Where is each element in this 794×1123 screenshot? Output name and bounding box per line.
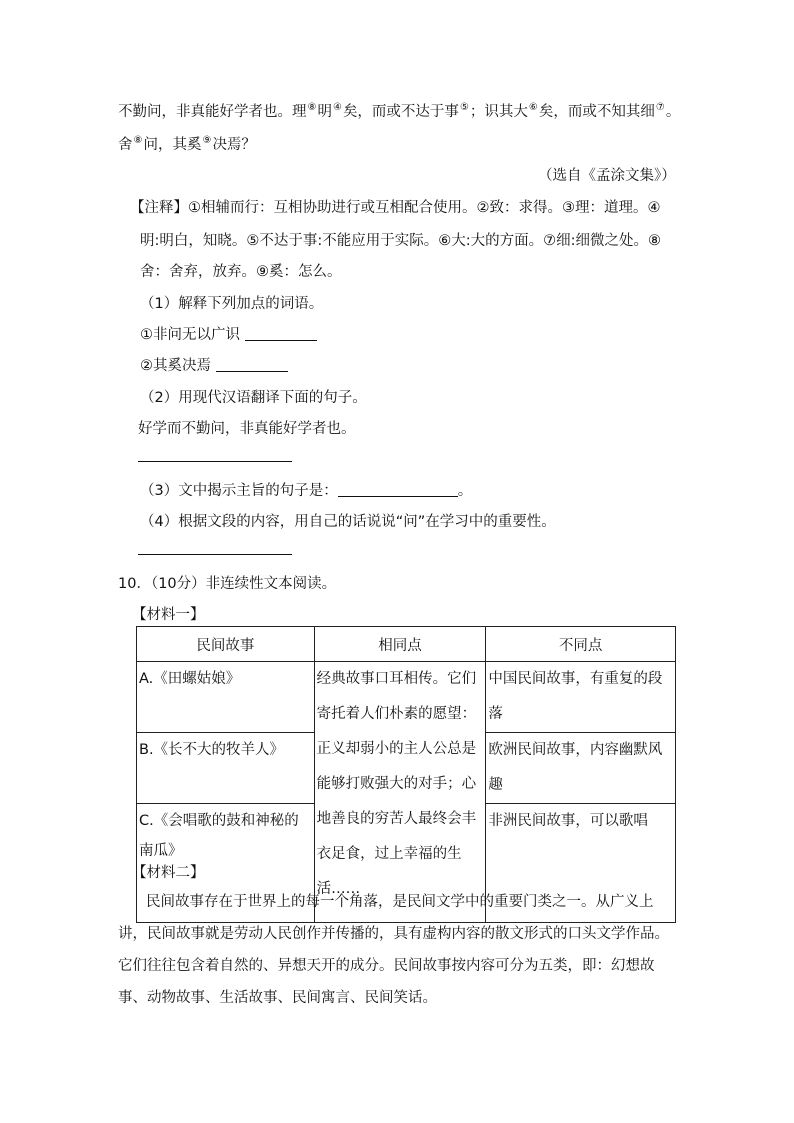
story-cell: C.《会唱歌的鼓和神秘的南瓜》 — [137, 804, 315, 923]
passage-line-1 — [118, 100, 680, 121]
passage-text: 不勤问，非真能好学者也。理 — [118, 104, 307, 120]
notes-line-3: 舍：舍弃，放弃。⑨奚：怎么。 — [140, 264, 342, 280]
answer-blank[interactable] — [216, 357, 288, 372]
passage-text: ；识其大 — [469, 104, 528, 120]
story-cell: B.《长不大的牧羊人》 — [137, 733, 315, 804]
notes-line-1: 【注释】①相辅而行：互相协助进行或互相配合使用。②致：求得。③理：道理。④ — [130, 200, 661, 216]
section-title: 10．（10分）非连续性文本阅读。 — [118, 576, 337, 592]
table-row — [137, 662, 676, 733]
question-4: （4）根据文段的内容，用自己的话说说“问”在学习中的重要性。 — [140, 514, 556, 530]
material-2-text: 民间故事存在于世界上的每一个角落，是民间文学中的重要门类之一。从广义上讲，民间故事就是劳动人民创作并传播的，具有虚构内容的散文形式的口头文学作品。它们往往包含着自然的、异想天开的成分。民间故事按内容可分为五类，即：幻想故事、动物故事、生活故事、民间寓言、民间笑话。 — [118, 894, 669, 1006]
diff-cell: 非洲民间故事，可以歌唱 — [486, 804, 676, 923]
answer-blank[interactable] — [245, 326, 317, 341]
passage-text: 决焉？ — [212, 137, 256, 153]
material-2-label: 【材料二】 — [132, 865, 205, 881]
question-1a — [140, 323, 317, 344]
question-2: （2）用现代汉语翻译下面的句子。 — [140, 390, 367, 406]
answer-line[interactable] — [138, 554, 292, 555]
passage-source: （选自《孟涂文集》） — [538, 168, 676, 184]
passage-text: 矣，而或不知其细 — [538, 104, 655, 120]
note-mark: ⑧ — [133, 135, 143, 146]
stories-table — [136, 626, 676, 923]
passage-text: 矣，而或不达于事 — [342, 104, 459, 120]
notes-line-2: 明:明白，知晓。⑤不达于事:不能应用于实际。⑥大:大的方面。⑦细:细微之处。⑧ — [140, 233, 662, 249]
table-header-row — [137, 627, 676, 662]
note-mark: ⑦ — [655, 102, 665, 113]
similar-cell: 经典故事口耳相传。它们寄托着人们朴素的愿望：正义却弱小的主人公总是能够打败强大的对手；心地善良的穷苦人最终会丰衣足食，过上幸福的生活…… — [314, 662, 486, 923]
question-3 — [140, 479, 472, 500]
passage-text: 舍 — [118, 137, 133, 153]
answer-blank[interactable] — [338, 482, 458, 497]
story-cell: A.《田螺姑娘》 — [137, 662, 315, 733]
passage-line-2 — [118, 133, 256, 154]
diff-cell: 中国民间故事，有重复的段落 — [486, 662, 676, 733]
passage-text: 问，其奚 — [143, 137, 202, 153]
material-1-label: 【材料一】 — [132, 607, 205, 623]
table-header: 民间故事 — [137, 627, 315, 662]
table-header: 相同点 — [314, 627, 486, 662]
passage-text: 。 — [665, 104, 681, 120]
question-text: 。 — [457, 483, 473, 499]
answer-line[interactable] — [138, 461, 292, 462]
question-text: ①非问无以广识 — [140, 327, 240, 343]
note-mark: ⑧ — [307, 102, 317, 113]
question-2-sentence: 好学而不勤问，非真能好学者也。 — [138, 421, 356, 437]
question-text: ②其奚决焉 — [140, 358, 211, 374]
note-mark: ⑨ — [202, 135, 212, 146]
note-mark: ⑥ — [528, 102, 538, 113]
diff-cell: 欧洲民间故事，内容幽默风趣 — [486, 733, 676, 804]
question-1b — [140, 354, 288, 375]
passage-text: 明 — [317, 104, 332, 120]
table-header: 不同点 — [486, 627, 676, 662]
note-mark: ⑤ — [459, 102, 469, 113]
question-text: （3）文中揭示主旨的句子是： — [140, 483, 338, 499]
note-mark: ④ — [332, 102, 342, 113]
question-1: （1）解释下列加点的词语。 — [140, 296, 324, 312]
